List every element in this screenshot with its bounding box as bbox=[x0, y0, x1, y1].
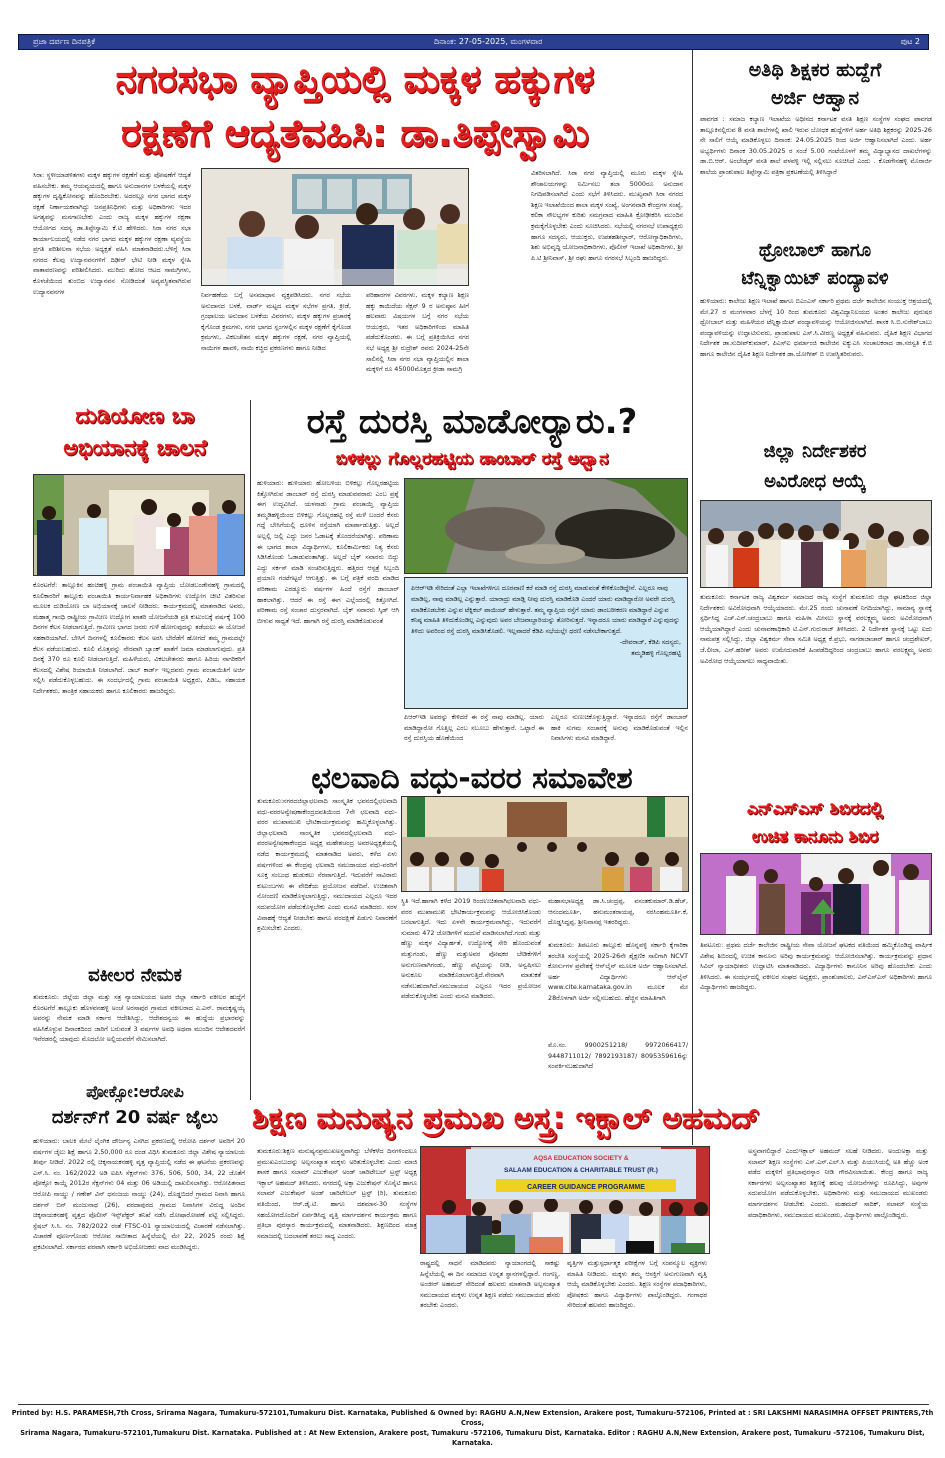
damaged-road-photo-art bbox=[405, 479, 688, 574]
footer-rule bbox=[18, 1404, 929, 1405]
page-number: ಪುಟ 2 bbox=[900, 37, 920, 46]
banner-line-3: CAREER GUIDANCE PROGRAMME bbox=[527, 1184, 645, 1191]
lawyer-headline: ವಕೀಲರ ನೇಮಕ bbox=[88, 965, 182, 986]
road-col-1: ಹುಳಿಯಾರು: ಹುಳಿಯಾರು ಹೋಬಳಿಯ ಬಿಳಿಕಲ್ಲು ಗೊಲ್ಲರಹಟ್ಟಿಯ ಕಿತ್ತೋಗಿರುವ ಡಾಂಬಾರ್ ರಸ್ತೆ ದುರಸ್ತಿ ಮಾಡುವವರಾರು ಎಂಬ ಪ್ರಶ್ನೆ ಈಗ ಉದ್ಭವಿಸಿದೆ. ಯಳನಾಡು ಗ್ರಾಮ ಪಂಚಾಯ್ತಿ ವ್ಯಾಪ್ತಿಯ ತಮ್ಮಡಿಹಳ್ಳಿಯಿಂದ ಬಿಳಿಕಲ್ಲು ಗೊಲ್ಲರಹಟ್ಟಿ ರಸ್ತೆ ಮಳೆ ಬಂದರೆ ಕೆಸರು ಗದ್ದೆ ಬೇಸಿಗೆಯಲ್ಲಿ ಧೂಳಿನ ರಸ್ತೆಯಾಗಿ ಮಾರ್ಪಾಡುತ್ತಿತ್ತು. ಅಲ್ಲದೆ ಅಲ್ಲಲ್ಲಿ ಜಲ್ಲಿ ಎದ್ದು ಜನರ ಓಡಾಟಕ್ಕೆ ತೊಂದರೆಯಾಗಿತ್ತು. ಪರಿಣಾಮ ಈ ಭಾಗದ ಶಾಲಾ ವಿದ್ಯಾರ್ಥಿಗಳು, ಕೂಲಿಕಾರ್ಮಿಕರು ನಿತ್ಯ ಕೆಸರು ಸಿಡಿಸಿಕೊಂಡು ಓಡಾಡುವಂತಾಗಿತ್ತು. ಅಲ್ಲದೆ ಬೈಕ್ ಸವಾರರು ಬಿದ್ದು ಎದ್ದು ಸರ್ಕಸ್ ಮಾಡಿ ಸಂಚರಿಸುತ್ತಿದ್ದರು. ಹತ್ತಿರದ ಆಸ್ಪತ್ರೆ ಸಿಬ್ಬಂದಿ ಪ್ರಯಾಣ ಗಂಟೆಗಟ್ಟಲೆ ಆಗುತ್ತಿತ್ತು. ಈ ಬಗ್ಗೆ ಪತ್ರಿಕೆ ವರದಿ ಮಾಡಿದ ಪರಿಣಾಮ ಎರಡ್ಮೂರು ವರ್ಷಗಳ ಹಿಂದೆ ರಸ್ತೆಗೆ ಡಾಂಬಾರ್ ಹಾಕಲಾಗಿತ್ತು. ಆದರೆ ಈ ರಸ್ತೆ ಈಗ ಎಲ್ಲೆಂದರಲ್ಲಿ ಕಿತ್ತೋಗಿದೆ. ಪರಿಣಾಮ ರಸ್ತೆ ಸಂಚಾರ ದುಸ್ತರವಾಗಿದೆ. ಬೈಕ್ ಸವಾರರು ಸ್ಕಿಡ್ ಆಗಿ ಬೀಳುವ ಸಾಧ್ಯತೆ ಇದೆ. ಹಾಗಾಗಿ ರಸ್ತೆ ದುರಸ್ತಿ ಮಾಡಿಕೊಡುವಂತೆ bbox=[257, 479, 399, 625]
imprint-footer bbox=[0, 1408, 945, 1448]
road-quote-signature-1: -ದೇವರಾಜ್, ಕೆಡಿಪಿ ಸದಸ್ಯರು, bbox=[619, 637, 681, 646]
road-quote-signature-2: ತಮ್ಮಡಿಹಳ್ಳಿ ಗೊಲ್ಲರಹಟ್ಟಿ bbox=[631, 648, 681, 657]
issue-date: ದಿನಾಂಕ: 27-05-2025, ಮಂಗಳವಾರ bbox=[434, 37, 543, 46]
lead-col-4: ವಿತರಿಸಲಾಗಿದೆ. ಸಿರಾ ನಗರ ವ್ಯಾಪ್ತಿಯಲ್ಲಿ ಮೂರು ಮಕ್ಕಳ ಸ್ನೇಹಿ ಶೌಚಾಲಯಗಳನ್ನು ನಿರ್ಮಿಸಲು ತಲಾ 5000ರೂ ಅನುದಾನ ನಿಗದಿಪಡಿಸಲಾಗಿದೆ ಎಂದು ಸಭೆಗೆ ತಿಳಿಸಿದರು. ಮುಖ್ಯವಾಗಿ ಸಿರಾ ನಗರದ ಶಿಕ್ಷಣ ಇಲಾಖೆಯಿಂದ ಶಾಲಾ ಮಕ್ಕಳ ಸಂಖ್ಯೆ, ಅಂಗನವಾಡಿ ಕೇಂದ್ರಗಳ ಸಂಖ್ಯೆ, ಕಲಿಕಾ ಸೌಲಭ್ಯಗಳ ಕುರಿತು ಸಮಗ್ರವಾದ ಮಾಹಿತಿ ಕ್ರೋಢೀಕರಿಸಿ ಮುಂದಿನ ಕ್ರಮಕೈಗೊಳ್ಳಬೇಕು ಎಂದು ಸೂಚಿಸಿದರು. ಸಭೆಯಲ್ಲಿ ನಗರಸಭೆ ಉಪಾಧ್ಯಕ್ಷರು ಹಾಗೂ ಸದಸ್ಯರು, ಆಯುಕ್ತರು, ಉಪತಹಶೀಲ್ದಾರ್, ಆರೋಗ್ಯಾಧಿಕಾರಿಗಳು, ಶಿಶು ಅಭಿವೃದ್ಧಿ ಯೋಜನಾಧಿಕಾರಿಗಳು, ಪೊಲೀಸ್ ಇಲಾಖೆ ಅಧಿಕಾರಿಗಳು, ಶ್ರೀ ಪಿ.ಟಿ ಶ್ರೀನಿವಾಸ್, ಶ್ರೀ ರಘು ಹಾಗೂ ನಗರಸಭೆ ಸಿಬ್ಬಂದಿ ಹಾಜರಿದ್ದರು. bbox=[531, 169, 683, 262]
group-photo-art bbox=[701, 501, 932, 588]
wedding-photo bbox=[401, 796, 689, 892]
banner-line-1: AQSA EDUCATION SOCIETY & bbox=[533, 1155, 629, 1162]
dudiyona-photo-art bbox=[34, 475, 245, 576]
pocso-headline-1: ಪೋಕ್ಸೋ:ಆರೋಪಿ bbox=[86, 1082, 184, 1101]
education-col-4: ಅಸ್ತ್ರವಾಗಲಿದ್ದಾರೆ ಎಂದುಇಕ್ಬಾಲ್ ಅಹಮದ್ ಸಲಹೆ ನೀಡಿದರು. ಅಂದುಅಕ್ಸಾ ಮತ್ತು ಸಲಾಮ್ ಶಿಕ್ಷಣ ಸಂಸ್ಥೆಗಳು ಎಸ್.ಎಸ್.ಎಲ್.ಸಿ ಮತ್ತು ಪಿಯುಸಿಯಲ್ಲಿ ಅತಿ ಹೆಚ್ಚು ಅಂಕ ಪಡೆದ ಮಕ್ಕಳಿಗೆ ಪ್ರತಿಭಾಪುರಸ್ಕಾರ ನೀಡಿ ಗೌರವಿಸಲಾಯಿತು. ಕೇಂದ್ರ ಹಾಗೂ ರಾಜ್ಯ ಸರ್ಕಾರಗಳು ಅಲ್ಪಸಂಖ್ಯಾತರ ಶಿಕ್ಷಣಕ್ಕೆ ಹಲವು ಯೋಜನೆಗಳನ್ನು ರೂಪಿಸಿದ್ದು, ಅವುಗಳ ಸದುಪಯೋಗ ಪಡೆದುಕೊಳ್ಳಬೇಕು. ಅಧಿಕಾರಿಗಳು ಮತ್ತು ಸಮುದಾಯದ ಮುಖಂಡರು ಮಾರ್ಗದರ್ಶನ ನೀಡಬೇಕು ಎಂದರು. ಮಹಮದ್ ಸಾದಿಕ್, ಸಲಾಮ್ ಸಂಸ್ಥೆಯ ಪದಾಧಿಕಾರಿಗಳು, ಸಮುದಾಯದ ಮುಖಂಡರು, ವಿದ್ಯಾರ್ಥಿಗಳು ಪಾಲ್ಗೊಂಡಿದ್ದರು. bbox=[748, 1147, 928, 1219]
column-rule bbox=[692, 50, 693, 1145]
meeting-photo-art bbox=[202, 169, 469, 286]
wedding-col-3: ಮಹಾಸಭಾಅಧ್ಯಕ್ಷ ಡಾ.ಸಿ.ಚಂದ್ರಪ್ಪ, ವಸಂತಕುಮಾರ್.ಡಿ.ಹೆಚ್, ಆನಂದಮೂರ್ತಿ, ಹನುಮಂತರಾಯಪ್ಪ, ನರಸಿಂಹಮೂರ್ತಿ.ಕೆ, ದೊಡ್ಡಸಿದ್ದಪ್ಪ, ಶ್ರೀನಿವಾಸಪ್ಪ ಇತರರಿದ್ದರು. bbox=[548, 897, 688, 927]
education-col-3: ವೃತ್ತಿಗಳ ಮತ್ತುಸ್ಪರ್ಧಾತ್ಮಕ ಪರೀಕ್ಷೆಗಳ ಬಗ್ಗೆ ಸಂಪನ್ಮೂಲ ವ್ಯಕ್ತಿಗಳು ಮಾಹಿತಿ ನೀಡಿದರು. ಮಕ್ಕಳು ತಮ್ಮ ಆಸಕ್ತಿಗೆ ಅನುಗುಣವಾಗಿ ವೃತ್ತಿ ಆಯ್ಕೆ ಮಾಡಿಕೊಳ್ಳಬೇಕು ಎಂದರು. ಶಿಕ್ಷಣ ಸಂಸ್ಥೆಗಳ ಪದಾಧಿಕಾರಿಗಳು, ಪೋಷಕರು ಹಾಗೂ ವಿದ್ಯಾರ್ಥಿಗಳು ಪಾಲ್ಗೊಂಡಿದ್ದರು. ಗಂಗಾಧರ ಸೇರಿದಂತೆ ಹಲವರು ಹಾಜರಿದ್ದರು. bbox=[567, 1259, 707, 1310]
education-headline: ಶಿಕ್ಷಣ ಮನುಷ್ಯನ ಪ್ರಮುಖ ಅಸ್ತ್ರ: ಇಕ್ಬಾಲ್ ಅಹಮದ್ bbox=[252, 1101, 761, 1136]
lead-col-2: ನಿರ್ವಹಣೆಯ ಬಗ್ಗೆ ಅಸಮಾಧಾನ ವ್ಯಕ್ತಪಡಿಸಿದರು. ನಗರ ಸಭೆಯ ಅನುದಾನದ ಬಳಕೆ, ವಾರ್ಡ್ ಮಟ್ಟದ ಮಕ್ಕಳ ಸಭೆಗಳ ಪ್ರಗತಿ, ಕ್ರೀಡೆ, ಗ್ರಂಥಾಲಯ ಅನುದಾನ ಬಳಕೆಯ ವಿವರಗಳು, ಮಕ್ಕಳ ಹಕ್ಕುಗಳ ಪ್ರಚಾರಕ್ಕೆ ಕೈಗೊಂಡ ಕ್ರಮಗಳು, ನಗರ ಭಾಗದ ಸ್ಲಂಗಳಲ್ಲಿನ ಮಕ್ಕಳ ರಕ್ಷಣೆಗೆ ಕೈಗೊಂಡ ಕ್ರಮಗಳು, ವಿಕಲಚೇತನ ಮಕ್ಕಳ ಹಕ್ಕುಗಳ ರಕ್ಷಣೆ, ನಗರ ವ್ಯಾಪ್ತಿಯಲ್ಲಿ ನಾಯಿಗಳ ಹಾವಳಿ, ನಾಯಿ ಕಚ್ಚಿದ ಪ್ರಕರಣಗಳು ಹಾಗೂ ನೀಡಿದ bbox=[201, 291, 351, 352]
district-director-headline-2: ಅವಿರೋಧ ಆಯ್ಕೆ bbox=[764, 471, 866, 492]
wedding-col-2: ಸ್ಥಿತಿ ಇದೆ.ಹಾಗಾಗಿ ಕಳೆದ 2019 ರಿಂದಉಚಿತವಾಗಿಛಲವಾದಿ ವಧು-ವರರ ಮುಖಾಮುಖಿ ಭೇಟಿಕಾರ್ಯಕ್ರಮವನ್ನು ಆಯೋಜಿಸಿಕೊಂಡು ಬರಲಾಗುತ್ತಿದೆ. ಇದು ಏಳನೇ ಕಾರ್ಯಕ್ರಮವಾಗಿದ್ದು, ಇದುವರೆಗೆ ಸುಮಾರು 472 ಜೋಡಿಗಳಿಗೆ ಮದುವೆ ಮಾಡಿಸಲಾಗಿದೆ.ಗಂಡು ಮತ್ತು ಹೆಣ್ಣು ಮಕ್ಕಳ ವಿದ್ಯಾರ್ಹತೆ, ಉದ್ಯೋಗಕ್ಕೆ ಸೇರಿ ಹೊಂದುವಂತೆ ಮತ್ತುಗಂಡು, ಹೆಣ್ಣು ಮತ್ತುಅವರ ಪೋಷಕರ ಬೇಡಿಕೆಗಳಿಗೆ ಅನುಗುಣವಾಗಿಗಂಡು, ಹೆಣ್ಣು ಪಟ್ಟಿಯನ್ನು ನೀಡಿ, ಅನ್ವಷಿಸಲು ಅನುಕೂಲ ಮಾಡಿಕೊಡಲಾಗುತ್ತಿದೆ.ನೇರವಾಗಿ ಮಾತುಕತೆ ನಡೆಸಬಹುದಾಗಿದೆ.ಸಮುದಾಯದ ಎಲ್ಲರೂ ಇದರ ಪ್ರಯೋಜನ ಪಡೆದುಕೊಳ್ಳಬೇಕು ಎಂದು ಮನವಿ ಮಾಡಿದರು. bbox=[401, 897, 541, 1001]
nss-photo-art bbox=[701, 854, 932, 935]
lead-col-1: ಸಿರಾ: ಸ್ಥಳೀಯಾಡಳಿತಗಳು ಮಕ್ಕಳ ಹಕ್ಕುಗಳ ರಕ್ಷಣೆಗೆ ಮತ್ತು ಪೋಷಣೆಗೆ ಆದ್ಯತೆ ವಹಿಸಬೇಕು. ತಮ್ಮ ಆಯವ್ಯಯದಲ್ಲಿ ಹಾಗೂ ಅನುದಾನಗಳ ಬಳಕೆಯಲ್ಲಿ ಮಕ್ಕಳ ಹಕ್ಕುಗಳ ದೃಷ್ಟಿಕೋನವನ್ನು ಹೊಂದಿರಬೇಕು. ಅದರಲ್ಲೂ ನಗರ ಭಾಗದ ಮಕ್ಕಳ ರಕ್ಷಣೆ ನಿರ್ಣಾಯಕವಾಗಿದ್ದು ಜನಪ್ರತಿನಿಧಿಗಳು ಮತ್ತು ಅಧಿಕಾರಿಗಳು ಇದರ ಅಗತ್ಯವನ್ನು ಮನಗಾಣಬೇಕು ಎಂದು ರಾಜ್ಯ ಮಕ್ಕಳ ಹಕ್ಕುಗಳ ರಕ್ಷಣಾ ಆಯೋಗದ ಸದಸ್ಯ ಡಾ.ತಿಪ್ಪೇಸ್ವಾಮಿ ಕೆ.ಟಿ ಹೇಳಿದರು. ಸಿರಾ ನಗರ ಸಭಾ ಕಾರ್ಯಾಲಯದಲ್ಲಿ ನಡೆದ ನಗರ ಭಾಗದ ಮಕ್ಕಳ ಹಕ್ಕುಗಳ ರಕ್ಷಣಾ ವ್ಯವಸ್ಥೆಯ ಪ್ರಗತಿ ಪರಿಶೀಲನಾ ಸಭೆಯ ಅಧ್ಯಕ್ಷತೆ ವಹಿಸಿ ಮಾತನಾಡಿದರು.ಬೆಳಿಗ್ಗೆ ಸಿರಾ ನಗರದ ಕೆಲವು ಉದ್ಯಾನವನಗಳಿಗೆ ದಿಢೀರ್ ಭೇಟಿ ನೀಡಿ ಮಕ್ಕಳ ಸ್ನೇಹಿ ವಾತಾವರಣವನ್ನು ಪರಿಶೀಲಿಸಿದರು. ಮುರಿದು ಹೋದ ಆಟದ ಸಾಮಗ್ರಿಗಳು, ಕೊಳಚೆಯಿಂದ ತುಂಬಿದ ಉದ್ಯಾನವನ ನೋಡಿದಂತೆ ಅವ್ಯವಸ್ಥಿತವಾಗಿರುವ ಉದ್ಯಾನವನಗಳ bbox=[33, 171, 191, 296]
guest-teacher-headline-2: ಅರ್ಜಿ ಆಹ್ವಾನ bbox=[770, 87, 860, 109]
audience-photo-art bbox=[402, 797, 689, 892]
dudiyona-headline-1: ದುಡಿಯೋಣ ಬಾ bbox=[75, 404, 195, 429]
road-photo bbox=[404, 478, 688, 574]
road-quote-box bbox=[404, 577, 688, 709]
banner-line-2: SALAAM EDUCATION & CHARITABLE TRUST (R.) bbox=[504, 1167, 658, 1174]
road-quote-text: ಪಿಆರ್‌ಇಡಿ ಸೇರಿದಂತೆ ಎಲ್ಲಾ ಇಲಾಖೆಗಳಿಗೂ ದೂರವಾಣಿ ಕರೆ ಮಾಡಿ ರಸ್ತೆ ದುರಸ್ತಿ ಮಾಡುವಂತೆ ಕೇಳಿಕೊಂಡಿದ್ದೇನೆ. ಎಲ್ಲರೂ ನಾವು ಮಾಡಿಲ್ಲ, ನಾವು ಮಾಡಿಲ್ಲ ಎನ್ನುತ್ತಾರೆ. ಯಾರಾದ್ರು ಮಾಡ್ಲಿ ನೀವು ದುರಸ್ತಿ ಮಾಡಿಕೊಡಿ ಎಂದರೆ ಯಾರು ಮಾಡಿದ್ದಾರೋ ಅವರೇ ದುರಸ್ತಿ ಮಾಡಿಕೊಡಬೇಕು ಎನ್ನುವ ಟೆಕ್ನಿಕಲ್ ಪಾಯಿಂಟ್ ಹೇಳುತ್ತಾರೆ. ತಮ್ಮ ವ್ಯಾಪ್ತಿಯ ರಸ್ತೆಗೆ ಯಾರು ಡಾಂಬರೀಕರಣ ಮಾಡಿದ್ದಾರೆ ಎನ್ನುವ ಕನಿಷ್ಠ ಮಾಹಿತಿ ತಿಳಿದುಕೊಂಡಿಲ್ಲ ಎನ್ನುವುದು ಅವರ ಬೇಜವಾಬ್ದಾರಿಯನ್ನು ತೋರಿಸುತ್ತದೆ. ಇನ್ನಾದರೂ ಯಾರು ಮಾಡಿದ್ದಾರೆ ಎನ್ನುವುದನ್ನು ತಿಳಿದು ಅವರಿಂದ ರಸ್ತೆ ದುರಸ್ತಿ ಮಾಡಿಸಿಕೊಡಲಿ. ಇಲ್ಲವಾದರೆ ಕೆಡಿಪಿ ಸಭೆಯಲ್ಲೇ ಧರಣಿ ನಡೆಸಬೇಕಾಗುತ್ತದೆ. bbox=[411, 584, 680, 636]
nss-body: ತಿಪಟೂರು: ಪ್ರಥಮ ದರ್ಜೆ ಕಾಲೇಜಿನ ರಾಷ್ಟ್ರೀಯ ಸೇವಾ ಯೋಜನೆ ಘಟಕದ ವತಿಯಿಂದ ಹಮ್ಮಿಕೊಂಡಿದ್ದ ವಾರ್ಷಿಕ ವಿಶೇಷ ಶಿಬಿರದಲ್ಲಿ ಉಚಿತ ಕಾನೂನು ಅರಿವು ಕಾರ್ಯಕ್ರಮವನ್ನು ಆಯೋಜಿಸಲಾಗಿತ್ತು. ಕಾರ್ಯಕ್ರಮವನ್ನು ಪ್ರಧಾನ ಸಿವಿಲ್ ನ್ಯಾಯಾಧೀಶರು ಉದ್ಘಾಟಿಸಿ ಮಾತನಾಡಿದರು. ವಿದ್ಯಾರ್ಥಿಗಳು ಕಾನೂನಿನ ಅರಿವು ಹೊಂದಬೇಕು ಎಂದು ತಿಳಿಸಿದರು. ಈ ಸಂದರ್ಭದಲ್ಲಿ ವಕೀಲರ ಸಂಘದ ಅಧ್ಯಕ್ಷರು, ಪ್ರಾಂಶುಪಾಲರು, ಎನ್‌ಎಸ್‌ಎಸ್ ಅಧಿಕಾರಿಗಳು ಹಾಗೂ ವಿದ್ಯಾರ್ಥಿಗಳು ಹಾಜರಿದ್ದರು. bbox=[700, 941, 932, 992]
imprint-line-1: Printed by: H.S. PARAMESH,7th Cross, Srirama Nagara, Tumakuru-572101,Tumakuru Dist. Karnataka, Published & Owned by: RAGHU A.N,New Extension, Arakere post, Tumakuru-572106, Printed at : SRI LAKSHMI NARASIMHA OFFSET PRINTERS,7th Cross, bbox=[11, 1409, 934, 1427]
masthead-bar bbox=[18, 34, 929, 50]
lawyer-body: ತುಮಕೂರು: ಜಿಲ್ಲೆಯ ಜಿಲ್ಲಾ ಮತ್ತು ಸತ್ರ ನ್ಯಾಯಾಲಯದ ಅಪರ ಜಿಲ್ಲಾ ಸರ್ಕಾರಿ ವಕೀಲರ ಹುದ್ದೆಗೆ ಕೊರಟಗೆರೆ ತಾಲ್ಲೂಕು ಹೊಳವನಹಳ್ಳಿ ಅಂಚೆ ಅರಸಾಪುರ ಗ್ರಾಮದ ವಕೀಲರಾದ ಎ.ಎನ್. ರಾಮಕೃಷ್ಣಯ್ಯ ಅವರನ್ನು ನೇಮಕ ಮಾಡಿ ಸರ್ಕಾರ ಆದೇಶಿಸಿದ್ದು, ಆದೇಶದನ್ವಯ ಈ ಹುದ್ದೆಯ ಪ್ರಭಾರವನ್ನು ವಹಿಸಿಕೊಳ್ಳುವ ದಿನಾಂಕದಿಂದ ಜಾರಿಗೆ ಬರುವಂತೆ 3 ವರ್ಷಗಳ ಅವಧಿ ಅಥವಾ ಮುಂದಿನ ಆದೇಶದವರೆಗೆ ಇವೆರಡರಲ್ಲಿ ಯಾವುದು ಮೊದಲೋ ಅಲ್ಲಿಯವರೆಗೆ ನೇಮಿಸಲಾಗಿದೆ. bbox=[33, 993, 245, 1044]
iti-notice-body: ತುಮಕೂರು: ತಿಪಟೂರು ತಾಲ್ಲೂಕು ಹೊನ್ನವಳ್ಳಿ ಸರ್ಕಾರಿ ಕೈಗಾರಿಕಾ ತರಬೇತಿ ಸಂಸ್ಥೆಯಲ್ಲಿ 2025-26ನೇ ಶೈಕ್ಷಣಿಕ ಸಾಲಿಗಾಗಿ NCVT ಕೋರ್ಸುಗಳ ಪ್ರವೇಶಕ್ಕೆ ಆನ್‌ಲೈನ್ ಮೂಲಕ ಅರ್ಜಿ ಆಹ್ವಾನಿಸಲಾಗಿದೆ. ಅರ್ಹ ವಿದ್ಯಾರ್ಥಿಗಳು ಆನ್‌ಲೈನ್ www.cite.karnataka.gov.in ಮೂಲಕ ಮೇ 28ರೊಳಗಾಗಿ ಅರ್ಜಿ ಸಲ್ಲಿಸಬಹುದು. ಹೆಚ್ಚಿನ ಮಾಹಿತಿಗಾಗಿ bbox=[548, 941, 688, 1002]
pocso-headline-2: ದರ್ಶನ್‌ಗೆ 20 ವರ್ಷ ಜೈಲು bbox=[51, 1107, 219, 1128]
lead-photo-meeting bbox=[201, 168, 469, 286]
lead-col-3: ಪರಿಹಾರಗಳ ವಿವರಗಳು, ಮಕ್ಕಳ ಕಲ್ಯಾಣ ಶಿಕ್ಷಣ ಹಕ್ಕು ಕಾಯಿದೆಯ ಸೆಕ್ಷನ್ 9 ರ ಅನುಷ್ಠಾನ ಹೀಗೆ ಹಲವಾರು ವಿಷಯಗಳ ಬಗ್ಗೆ ನಗರ ಸಭೆಯ ಆಯುಕ್ತರು, ಇತರ ಅಧಿಕಾರಿಗಳಿಂದ ಮಾಹಿತಿ ಪಡೆದುಕೊಂಡರು. ಈ ಬಗ್ಗೆ ಪ್ರತಿಕ್ರಿಯಿಸಿದ ನಗರ ಸಭೆ ಅಧ್ಯಕ್ಷ ಶ್ರೀ ರುದ್ರೇಶ್ ರವರು 2024-25ನೇ ಸಾಲಿನಲ್ಲಿ ಸಿರಾ ನಗರ ಸಭಾ ವ್ಯಾಪ್ತಿಯಲ್ಲಿನ ಶಾಲಾ ಮಕ್ಕಳಿಗೆ ರೂ 45000ಮೊತ್ತದ ಕ್ರೀಡಾ ಸಾಮಗ್ರಿ bbox=[366, 291, 469, 374]
wedding-headline: ಛಲವಾದಿ ವಧು-ವರರ ಸಮಾವೇಶ bbox=[311, 761, 633, 796]
road-headline: ರಸ್ತೆ ದುರಸ್ತಿ ಮಾಡೋರ‍್ಯಾರು.? bbox=[306, 402, 638, 442]
nss-headline-2: ಉಚಿತ ಕಾನೂನು ಶಿಬಿರ bbox=[751, 827, 879, 847]
column-rule bbox=[250, 400, 251, 1100]
nss-headline-1: ಎನ್‌ಎಸ್‌ಎಸ್ ಶಿಬಿರದಲ್ಲಿ bbox=[746, 799, 884, 819]
throwball-body: ಹುಳಿಯಾರು: ಕಾಲೇಜು ಶಿಕ್ಷಣ ಇಲಾಖೆ ಹಾಗೂ ಬಿಎಂಎಸ್ ಸರ್ಕಾರಿ ಪ್ರಥಮ ದರ್ಜೆ ಕಾಲೇಜಿನ ಸಂಯುಕ್ತ ಆಶ್ರಯದಲ್ಲಿ ಮೇ.27 ರ ಮಂಗಳವಾರ ಬೆಳಗ್ಗೆ 10 ರಿಂದ ತುಮಕೂರು ವಿಶ್ವವಿದ್ಯಾನಿಲಯದ ಅಂತರ ಕಾಲೇಜು ಪುರುಷರ ಥ್ರೋಬಾಲ್ ಮತ್ತು ಮಹಿಳೆಯರ ಟೆನ್ನಿಕ್ವಾಯಿಟ್ ಪಂದ್ಯಾವಳಿಯನ್ನು ಆಯೋಜಿಸಲಾಗಿದೆ. ಶಾಸಕ ಸಿ.ಬಿ.ಸುರೇಶ್‌ಬಾಬು ಪಂದ್ಯಾವಳಿಯನ್ನು ಉದ್ಘಾಟಿಸುವರು, ಪ್ರಾಂಶುಪಾಲ ಎಸ್.ಸಿ.ವೀರಣ್ಣ ಅಧ್ಯಕ್ಷತೆ ವಹಿಸುವರು. ದೈಹಿಕ ಶಿಕ್ಷಣ ವಿಭಾಗದ ನಿರ್ದೇಶಕ ಡಾ.ಸುದೀಪ್‌ಕುಮಾರ್, ಪಿಎಸ್‌ಐ ಧರ್ಮಾಂಜಿ ಕಾಲೇಜಿನ ಐಕ್ಯುಎಸಿ ಸಂಚಾಲಕರಾದ ಡಾ.ಸರಸ್ವತಿ ಕೆ.ಬಿ ಹಾಗೂ ಕಾಲೇಜಿನ ದೈಹಿಕ ಶಿಕ್ಷಣ ನಿರ್ದೇಶಕ ಡಾ.ಯೋಗೀಶ್ ಬಿ ಉಪಸ್ಥಿತರಿರುವರು. bbox=[700, 297, 932, 358]
lead-headline-1: ನಗರಸಭಾ ವ್ಯಾಪ್ತಿಯಲ್ಲಿ ಮಕ್ಕಳ ಹಕ್ಕುಗಳ bbox=[115, 57, 595, 101]
education-col-2: ರಾಷ್ಟ್ರದಲ್ಲಿ ಸಾಧನೆ ಮಾಡಿದವರು ನ್ಯಾಯಾಂಗದಲ್ಲಿ ಸಾಕಷ್ಟು ಹಿನ್ನೆಲೆಯಲ್ಲಿ ಈ ದಿನ ಸಮಾಜದ ಉನ್ನತ ಸ್ಥಾನಗಳಲ್ಲಿದ್ದಾರೆ. ಗಂಗಣ್ಣ, ಅಂಜೀರ್ ಅಹಮದ್ ಸೇರಿದಂತೆ ಹಲವರು ಮಾತನಾಡಿ ಅಲ್ಪಸಂಖ್ಯಾತ ಸಮುದಾಯದ ಮಕ್ಕಳು ಉನ್ನತ ಶಿಕ್ಷಣ ಪಡೆದು ಸಮುದಾಯದ ಹೆಸರು ತರಬೇಕು ಎಂದರು. bbox=[420, 1259, 560, 1310]
throwball-headline-1: ಥ್ರೋಬಾಲ್ ಹಾಗೂ bbox=[758, 240, 872, 261]
nss-photo bbox=[700, 853, 932, 935]
paper-name: ಪ್ರಜಾ ದರ್ಪಣ ದಿನಪತ್ರಿಕೆ bbox=[33, 37, 96, 46]
guest-teacher-headline-1: ಅತಿಥಿ ಶಿಕ್ಷಕರ ಹುದ್ದೆಗೆ bbox=[748, 59, 882, 81]
dudiyona-headline-2: ಅಭಿಯಾನಕ್ಕೆ ಚಾಲನೆ bbox=[63, 436, 207, 461]
guest-teacher-body: ಪಾವಗಡ : ಸಮಾಜ ಕಲ್ಯಾಣ ಇಲಾಖೆಯ ಅಧೀನದ ಕರ್ನಾಟಕ ವಸತಿ ಶಿಕ್ಷಣ ಸಂಸ್ಥೆಗಳ ಸಂಘದ ಪಾವಗಡ ತಾಲ್ಲೂಕಿನಲ್ಲಿರುವ 8 ವಸತಿ ಶಾಲೆಗಳಲ್ಲಿ ಖಾಲಿ ಇರುವ ಬೋಧಕ ಹುದ್ದೆಗಳಿಗೆ ಅರ್ಹ ಅತಿಥಿ ಶಿಕ್ಷಕರನ್ನು 2025-26 ನೇ ಸಾಲಿಗೆ ಆಯ್ಕೆ ಮಾಡಿಕೊಳ್ಳಲು ದಿನಾಂಕ: 24.05.2025 ರಿಂದ ಅರ್ಜಿ ಆಹ್ವಾನಿಸಲಾಗಿದೆ ಎಂದು. ಅರ್ಹ ಅಭ್ಯರ್ಥಿಗಳು ದಿನಾಂಕ 30.05.2025 ರ ಸಂಜೆ 5.00 ಗಂಟೆಯೊಳಗೆ ತಮ್ಮ ವಿದ್ಯಾಭ್ಯಾಸದ ದಾಖಲೆಗಳನ್ನು ಡಾ.ಬಿ.ಆರ್. ಅಂಬೇಡ್ಕರ್ ವಸತಿ ಶಾಲೆ ಪಳವಳ್ಳಿ ಇಲ್ಲಿ ಸಲ್ಲಿಸಲು ಸೂಚಿಸಿದೆ ಎಂದು . ಕೊಡಗೇನಹಳ್ಳಿ ಮೊರಾರ್ಜಿ ಶಾಲೆಯ ಪ್ರಾಂಶುಪಾಲ ತಿಪ್ಪೇಸ್ವಾಮಿ ಪತ್ರಿಕಾ ಪ್ರಕಟಣೆಯಲ್ಲಿ ತಿಳಿಸಿದ್ದಾರೆ bbox=[700, 115, 932, 176]
district-director-headline-1: ಜಿಲ್ಲಾ ನಿರ್ದೇಶಕರ bbox=[763, 441, 867, 462]
district-director-body: ತುಮಕೂರು: ಕರ್ನಾಟಕ ರಾಜ್ಯ ವಿಶ್ವಕರ್ಮ ಸಮಾಜದ ರಾಜ್ಯ ಸಂಸ್ಥೆಗೆ ತುಮಕೂರು ಜಿಲ್ಲಾ ಘಟಕದಿಂದ ಜಿಲ್ಲಾ ನಿರ್ದೇಶಕರು ಅವಿರೋಧವಾಗಿ ಆಯ್ಕೆಯಾದರು. ಮೇ.25 ರಂದು ಚುನಾವಣೆ ನಿಗದಿಯಾಗಿದ್ದು, ಸಾಮಾನ್ಯ ಸ್ಥಾನಕ್ಕೆ ಸ್ಪರ್ಧಿಸಿದ್ದ ಎಚ್.ಎಸ್.ಚಂದ್ರಬಾಬು ಹಾಗೂ ಮಹಿಳಾ ಮೀಸಲು ಸ್ಥಾನಕ್ಕೆ ವರಲಕ್ಷ್ಮಮ್ಮ ಅವರು ಅವಿರೋಧವಾಗಿ ಆಯ್ಕೆಯಾಗಿದ್ದಾರೆ ಎಂದು ಚುನಾವಣಾಧಿಕಾರಿ ಟಿ.ಎನ್.ಗುರುರಾಜ್ ತಿಳಿಸಿದರು. 2 ನಿರ್ದೇಶಕ ಸ್ಥಾನಕ್ಕೆ ಒಟ್ಟು ಐದು ನಾಮಪತ್ರ ಸಲ್ಲಿಸಿದ್ದು, ಜಿಲ್ಲಾ ವಿಶ್ವಕರ್ಮ ಸೇವಾ ಸಮಿತಿ ಅಧ್ಯಕ್ಷ ಕೆ.ಪ್ರಭು, ನಾಗರಾಜಾಚಾರ್ ಹಾಗೂ ಚಂದ್ರಶೇಖರ್, ಜೆ.ಲೀಲಾ, ಎಸ್.ಹರೀಶ್ ಅವರು ಉಮೇದುವಾರಿಕೆ ಹಿಂಪಡೆದಿದ್ದರಿಂದ ಚಂದ್ರಬಾಬು ಹಾಗೂ ವರಲಕ್ಷ್ಮಮ್ಮ ಅವರು ಅವಿರೋಧ ಆಯ್ಕೆಯಾಗಲು ಸಾಧ್ಯವಾಯಿತು. bbox=[700, 593, 932, 665]
road-col-3: ಎಲ್ಲರೂ ನುಣುಚಿಕೊಳ್ಳುತ್ತಿದ್ದಾರೆ. ಇನ್ನಾದರೂ ರಸ್ತೆಗೆ ಡಾಂಬಾರ್ ಹಾಕಿ ಸುಗಮ ಸಂಚಾರಕ್ಕೆ ಅನುವು ಮಾಡಿಕೊಡುವಂತೆ ಇಲ್ಲಿನ ನಿವಾಸಿಗಳು ಮನವಿ ಮಾಡಿದ್ದಾರೆ. bbox=[551, 713, 688, 743]
road-col-2: ಪಿಆರ್‌ಇಡಿ ಅವರನ್ನು ಕೇಳಿದರೆ ಈ ರಸ್ತೆ ನಾವು ಮಾಡಿಲ್ಲ. ಯಾರು ಮಾಡಿದ್ದಾರೋ ಗೊತ್ತಿಲ್ಲ ಎಂಬ ಸಬೂಬು ಹೇಳುತ್ತಾರೆ. ಒಟ್ಟಾರೆ ಈ ರಸ್ತೆ ದುರಸ್ತಿಯ ಹೊಣೆಯಿಂದ bbox=[404, 713, 544, 743]
district-director-photo bbox=[700, 500, 932, 588]
wedding-col-1: ತುಮಕೂರು:ನಗರದಜಿಲ್ಲಾಛಲವಾದಿ ಸಾಂಸ್ಕೃತಿಕ ಭವನದಲ್ಲಿಛಲವಾದಿ ವಧು-ವರರಅನ್ವೇಷಣಾಕೇಂದ್ರದವತಿಯಿಂದ 7ನೇ ಛಲವಾದಿ ವಧು-ವರರ ಮುಖಾಮುಖಿ ಭೇಟಿಕಾರ್ಯಕ್ರಮವನ್ನು ಹಮ್ಮಿಕೊಳ್ಳಲಾಗಿತ್ತು. ಜಿಲ್ಲಾಛಲವಾದಿ ಸಾಂಸ್ಕೃತಿಕ ಭವನದಲ್ಲಿಛಲವಾದಿ ವಧು-ವರರಅನ್ವೇಷಣಾಕೇಂದ್ರದ ಅಧ್ಯಕ್ಷ ಮಹೇಶಚಂದ್ರ ಅವರಅಧ್ಯಕ್ಷತೆಯಲ್ಲಿ ನಡೆದ ಕಾರ್ಯಕ್ರಮದಲ್ಲಿ ಮಾತನಾಡಿದ ಅವರು, ಕಳೆದ ಏಳು ವರ್ಷಗಳಿಂದ ಈ ಕೇಂದ್ರವು ಛಲವಾದಿ ಸಮುದಾಯದ ವಧು-ವರರಿಗೆ ಸೂಕ್ತ ಸಂಬಂಧ ಹುಡುಕಲು ನೆರವಾಗುತ್ತಿದೆ. ಇದುವರೆಗೆ ಸಾವಿರಾರು ಕುಟುಂಬಗಳು ಈ ವೇದಿಕೆಯ ಪ್ರಯೋಜನ ಪಡೆದಿವೆ. ಉಚಿತವಾಗಿ ನೋಂದಣಿ ಮಾಡಿಕೊಳ್ಳಲಾಗುತ್ತಿದ್ದು, ಸಮುದಾಯದ ಎಲ್ಲರೂ ಇದರ ಸದುಪಯೋಗ ಪಡೆದುಕೊಳ್ಳಬೇಕು ಎಂದು ಮನವಿ ಮಾಡಿದರು. ಸರಳ ವಿವಾಹಕ್ಕೆ ಆದ್ಯತೆ ನೀಡಬೇಕು ಹಾಗೂ ವರದಕ್ಷಿಣೆ ಪಿಡುಗು ನಿವಾರಣೆಗೆ ಶ್ರಮಿಸಬೇಕು ಎಂದರು. bbox=[257, 797, 397, 933]
award-ceremony-photo-art bbox=[421, 1147, 710, 1254]
lead-headline-2: ರಕ್ಷಣೆಗೆ ಆದ್ಯತೆವಹಿಸಿ: ಡಾ.ತಿಪ್ಪೇಸ್ವಾಮಿ bbox=[121, 111, 589, 155]
education-photo bbox=[420, 1146, 710, 1254]
iti-phone-numbers: ಮೊ.ಸಂ. 9900251218/ 9972066417/ 9448711012/ 7892193187/ 8095359616ನ್ನು ಸಂಪರ್ಕಿಸಬಹುದಾಗಿದೆ bbox=[548, 1041, 688, 1071]
pocso-body: ಹುಳಿಯಾರು: ಬಾಲಕಿ ಮೇಲೆ ಲೈಂಗಿಕ ದೌರ್ಜನ್ಯ ಎಸಗಿದ ಪ್ರಕರಣದಲ್ಲಿ ಆರೋಪಿ ದರ್ಶನ್ ಅವರಿಗೆ 20 ವರ್ಷಗಳ ಜೈಲು ಶಿಕ್ಷೆ ಹಾಗೂ 2,50,000 ರೂ ದಂಡ ವಿಧಿಸಿ ತುಮಕೂರು ಜಿಲ್ಲಾ ವಿಶೇಷ ನ್ಯಾಯಾಲಯ ತೀರ್ಪು ನೀಡಿದೆ. 2022 ರಲ್ಲಿ ಚಿಕ್ಕನಾಯಕನಹಳ್ಳಿ ವೃತ್ತ ವ್ಯಾಪ್ತಿಯಲ್ಲಿ ನಡೆದ ಈ ಘಟನೆಯ ಪ್ರಕರಣವನ್ನು ಎಸ್.ಸಿ. ನಂ. 162/2022 ಅಡಿ ಐಪಿಸಿ ಸೆಕ್ಷನ್‌ಗಳು 376, 506, 500, 34, 22 ಜೊತೆಗೆ ಪೋಕ್ಸೋ ಕಾಯ್ದೆ 2012ರ ಸೆಕ್ಷನ್‌ಗಳು 04 ಮತ್ತು 06 ಅಡಿಯಲ್ಲಿ ದಾಖಲಿಸಲಾಗಿತ್ತು. ಆರೋಪಿತನಾದ ಆರೋಪಿ ನಾಯ್ಡು / ಗಣೇಶ್ ವಿನ್ ಧನಂಜಯ ನಾಯ್ಡು (24), ದೊಡ್ಡಬಿದರೆ ಗ್ರಾಮದ ನಿವಾಸಿ ಹಾಗೂ ದರ್ಶನ್ ಬಿನ್ ಮಂಜುನಾಥ (26), ವರದಾಪುರದ ಗ್ರಾಮದ ನಿವಾಸಿಗಳ ವಿರುದ್ಧ ಅಂದಿನ ಚಿಕ್ಕನಾಯಕನಹಳ್ಳಿ ವೃತ್ತದ ಪೊಲೀಸ್ ಇನ್ಸ್‌ಪೆಕ್ಟರ್ ತನಿಖೆ ನಡೆಸಿ ದೋಷಾರೋಪಣೆ ಪಟ್ಟಿ ಸಲ್ಲಿಸಿದ್ದರು. ಸ್ಪೆಷಲ್ ಸಿ.ಸಿ. ನಂ. 782/2022 ರಂತೆ FTSC-01 ನ್ಯಾಯಾಲಯದಲ್ಲಿ ವಿಚಾರಣೆ ನಡೆಸಲಾಗಿತ್ತು. ವಿಚಾರಣೆ ಪೂರ್ಣಗೊಂಡು ಆರೋಪ ಸಾಬೀತಾದ ಹಿನ್ನೆಲೆಯಲ್ಲಿ ಮೇ 22, 2025 ರಂದು ಶಿಕ್ಷೆ ಪ್ರಕಟಿಸಲಾಗಿದೆ. ಸರ್ಕಾರದ ಪರವಾಗಿ ಸರ್ಕಾರಿ ಅಭಿಯೋಜಕರು ವಾದ ಮಂಡಿಸಿದ್ದರು. bbox=[33, 1137, 245, 1251]
dudiyona-body: ಕೊರಟಗೆರೆ: ತಾಲ್ಲೂಕಿನ ಹಂಚಿಹಳ್ಳಿ ಗ್ರಾಮ ಪಂಚಾಯಿತಿ ವ್ಯಾಪ್ತಿಯ ಬೋಡಬಂಡೇನಹಳ್ಳಿ ಗ್ರಾಮದಲ್ಲಿ ಕೂಲಿಕಾರರಿಗೆ ತಾಲ್ಲೂಕು ಪಂಚಾಯಿತಿ ಕಾರ್ಯನಿರ್ವಾಹಕ ಅಧಿಕಾರಿಗಳು ಉದ್ಯೋಗ ಚೀಟಿ ವಿತರಿಸುವ ಮೂಲಕ ದುಡಿಯೋಣ ಬಾ ಅಭಿಯಾನಕ್ಕೆ ಚಾಲನೆ ನೀಡಿದರು. ಕಾರ್ಯಕ್ರಮದಲ್ಲಿ ಮಾತನಾಡಿದ ಅವರು, ಮಹಾತ್ಮ ಗಾಂಧಿ ರಾಷ್ಟ್ರೀಯ ಗ್ರಾಮೀಣ ಉದ್ಯೋಗ ಖಾತರಿ ಯೋಜನೆಯಡಿ ಪ್ರತಿ ಕುಟುಂಬಕ್ಕೆ ವರ್ಷಕ್ಕೆ 100 ದಿನಗಳ ಕೆಲಸ ನೀಡಲಾಗುತ್ತಿದೆ. ಗ್ರಾಮೀಣ ಭಾಗದ ಜನರು ಗುಳೆ ಹೋಗುವುದನ್ನು ತಡೆಯಲು ಈ ಯೋಜನೆ ಸಹಕಾರಿಯಾಗಿದೆ. ಬೇಸಿಗೆ ದಿನಗಳಲ್ಲಿ ಕೂಲಿಕಾರರು ಕೆಲಸ ಅರಸಿ ಬೇರೆಡೆಗೆ ಹೋಗದೆ ತಮ್ಮ ಗ್ರಾಮದಲ್ಲೇ ಕೆಲಸ ಪಡೆಯಬಹುದು. ಕೂಲಿ ಮೊತ್ತವನ್ನು ನೇರವಾಗಿ ಬ್ಯಾಂಕ್ ಖಾತೆಗೆ ಜಮಾ ಮಾಡಲಾಗುವುದು. ಪ್ರತಿ ದಿನಕ್ಕೆ 370 ರೂ ಕೂಲಿ ನೀಡಲಾಗುತ್ತಿದೆ. ಮಹಿಳೆಯರು, ವಿಕಲಚೇತನರು ಹಾಗೂ ಹಿರಿಯ ನಾಗರಿಕರಿಗೆ ಕೆಲಸದಲ್ಲಿ ವಿಶೇಷ ರಿಯಾಯಿತಿ ನೀಡಲಾಗಿದೆ. ಜಾಬ್ ಕಾರ್ಡ್ ಇಲ್ಲದವರು ಗ್ರಾಮ ಪಂಚಾಯಿತಿಗೆ ಅರ್ಜಿ ಸಲ್ಲಿಸಿ ಪಡೆದುಕೊಳ್ಳಬಹುದು. ಈ ಸಂದರ್ಭದಲ್ಲಿ ಗ್ರಾಮ ಪಂಚಾಯಿತಿ ಅಧ್ಯಕ್ಷರು, ಪಿಡಿಒ, ಸಹಾಯಕ ನಿರ್ದೇಶಕರು, ತಾಂತ್ರಿಕ ಸಹಾಯಕರು ಹಾಗೂ ಕೂಲಿಕಾರರು ಹಾಜರಿದ್ದರು. bbox=[33, 581, 245, 695]
dudiyona-photo bbox=[33, 474, 245, 576]
road-subheadline: ಬಿಳಿಕಲ್ಲು ಗೊಲ್ಲರಹಟ್ಟಿಯ ಡಾಂಬಾರ್ ರಸ್ತೆ ಅಧ್ವಾನ bbox=[335, 449, 609, 469]
education-col-1: ತುಮಕೂರು:ಶಿಕ್ಷಣ ಮನುಷ್ಯನಪ್ರಮುಖಅಸ್ತ್ರವಾಗಿದ್ದು ಬೆಳೆಕಳೆದ ದಿನಗಳಿಂದಲೂ ಪ್ರಮುಖಎಂಬುದನ್ನು ಅಲ್ಪಸಂಖ್ಯಾತ ಮಕ್ಕಳು ಅರಿತುಕೊಳ್ಳಬೇಕು ಎಂದು ಮಾಜಿ ಶಾಸಕ ಹಾಗೂ ಸಲಾಮ್ ಎಜುಕೇಷನ್ ಅಂಡ್ ಚಾರಿಟೇಬಲ್ ಟ್ರಸ್ಟ್ ಅಧ್ಯಕ್ಷ ಇಕ್ಬಾಲ್ ಅಹಮದ್ ತಿಳಿಸಿದರು. ನಗರದಲ್ಲಿ ಅಕ್ಸಾ ಎಜುಕೇಷನ್ ಸೊಸೈಟಿ ಹಾಗೂ ಸಲಾಮ್ ಎಜುಕೇಷನ್ ಅಂಡ್ ಚಾರಿಟೇಬಲ್ ಟ್ರಸ್ಟ್ (ರಿ), ತುಮಕೂರು ವತಿಯಿಂದ, ಆರ್.ಡೈ.ಟಿ. ಹಾಗೂ ದಶಮಾನ-30 ಸಂಸ್ಥೆಗಳ ಸಹಯೋಗದೊಂದಿಗೆ ಏರ್ಪಡಿಸಿದ್ದ ವೃತ್ತಿ ಮಾರ್ಗದರ್ಶನ ಕಾರ್ಯಕ್ರಮ ಹಾಗೂ ಪ್ರತಿಭಾ ಪುರಸ್ಕಾರ ಕಾರ್ಯಕ್ರಮದಲ್ಲಿ ಮಾತನಾಡಿದರು. ಶಿಕ್ಷಣದಿಂದ ಮಾತ್ರ ಸಮಾಜದಲ್ಲಿ ಬದಲಾವಣೆ ತರಲು ಸಾಧ್ಯ ಎಂದರು. bbox=[257, 1147, 417, 1240]
imprint-line-2: Srirama Nagara, Tumakuru-572101,Tumakuru Dist. Karnataka. Published at : At New Extension, Arakere post, Tumakuru -572106, Tumakuru Dist, Karnataka. Editor : RAGHU A.N,New Extension, Arakere post, Tumakuru -572106, Tumakuru Dist, Karnataka. bbox=[20, 1429, 925, 1447]
throwball-headline-2: ಟೆನ್ನಿಕ್ವಾಯಿಟ್ ಪಂದ್ಯಾವಳಿ bbox=[741, 268, 889, 289]
